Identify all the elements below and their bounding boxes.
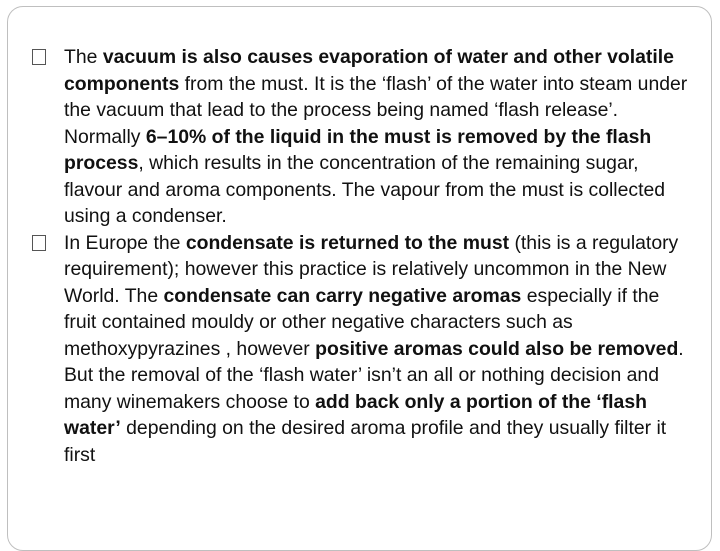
text-run: The: [64, 46, 103, 68]
bullet-box-icon: [32, 49, 46, 65]
text-run: depending on the desired aroma profile and they usually filter it first: [64, 417, 667, 466]
slide-content: [30, 44, 690, 468]
text-run-bold: condensate can carry negative aromas: [163, 284, 522, 307]
text-run-bold: vacuum is also causes evaporation of water and other volatile components: [64, 46, 674, 95]
bullet-paragraph-flash-process: [30, 44, 690, 230]
text-run: . But the removal of the ‘flash water’ isn’t an all or nothing decision and many winemakers choose to: [64, 337, 684, 413]
text-run: , which results in the concentration of the remaining sugar, flavour and aroma components. The vapour from the must is collected using a condenser.: [64, 152, 666, 227]
text-run-bold: add back only a portion of the ‘flash water’: [64, 390, 647, 439]
text-run: (this is a regulatory requirement); however this practice is relatively uncommon in the New World. The: [64, 231, 679, 307]
text-run: from the must. It is the ‘flash’ of the water into steam under the vacuum that lead to the process being named ‘flash release’. Normally: [64, 72, 688, 148]
bullet-paragraph-condensate: [30, 230, 690, 469]
text-run: In Europe the: [64, 231, 186, 254]
text-run: especially if the fruit contained mouldy or other negative characters such as methoxypyrazines , however: [64, 284, 660, 360]
text-run-bold: 6–10% of the liquid in the must is removed by the flash process: [64, 125, 652, 174]
text-run-bold: positive aromas could also be removed: [315, 337, 679, 360]
bullet-box-icon: [32, 235, 46, 251]
text-run-bold: condensate is returned to the must: [185, 231, 510, 254]
